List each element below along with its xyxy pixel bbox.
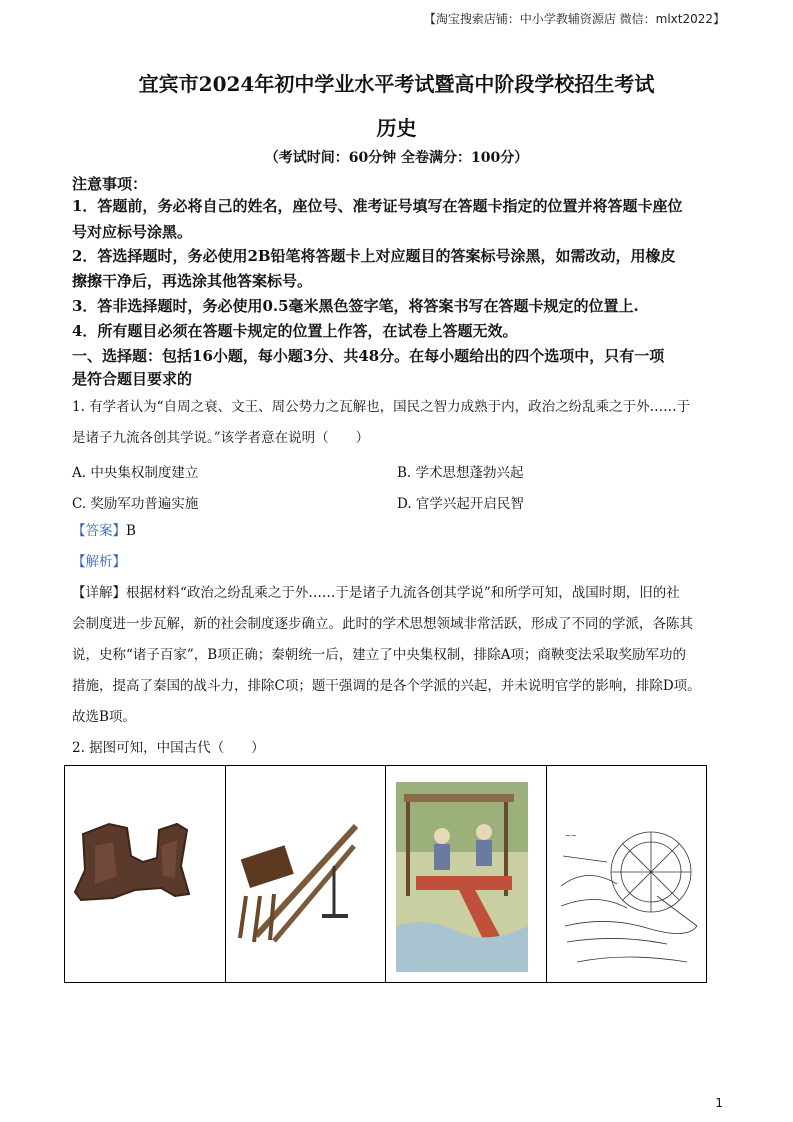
exam-title: 宜宾市2024年初中学业水平考试暨高中阶段学校招生考试: [138, 72, 655, 96]
option-d: D. 官学兴起开启民智: [397, 496, 524, 512]
detail-line: 故选B项。: [72, 709, 136, 725]
notice-line: 2．答选择题时，务必使用2B铅笔将答题卡上对应题目的答案标号涂黑，如需改动，用橡皮: [72, 247, 676, 265]
analysis-label: 【解析】: [72, 554, 126, 570]
exam-meta: （考试时间：60分钟 全卷满分：100分）: [264, 150, 529, 166]
page-number: 1: [715, 1096, 723, 1110]
seed-drill-image: [226, 766, 379, 982]
answer-label: 【答案】: [72, 523, 126, 539]
image-table: [64, 765, 707, 983]
detail-line: 会制度进一步瓦解，新的社会制度逐步确立。此时的学术思想领域非常活跃，形成了不同的学派，各陈其: [72, 616, 693, 632]
question-2-stem: 2. 据图可知，中国古代（ ）: [72, 740, 265, 756]
notice-line: 1．答题前，务必将自己的姓名，座位号、准考证号填写在答题卡指定的位置并将答题卡座位: [72, 197, 683, 215]
image-cell-4: [547, 766, 707, 982]
detail-line: [72, 578, 732, 609]
svg-text:~~: ~~: [564, 832, 577, 840]
notice-line: 号对应标号涂黑。: [72, 223, 193, 241]
detail-text: 根据材料“政治之纷乱乘之于外……于是诸子九流各创其学说”和所学可知，战国时期，旧的社: [126, 585, 680, 601]
section-heading: 一、选择题：包括16小题，每小题3分、共48分。在每小题给出的四个选项中，只有一项: [72, 347, 665, 365]
detail-line: 说，史称“诸子百家”，B项正确；秦朝统一后，建立了中央集权制，排除A项；商鞅变法采取奖励军功的: [72, 647, 686, 663]
iron-plow-image: [65, 766, 218, 982]
answer-value: B: [126, 523, 136, 539]
notice-line: 3．答非选择题时，务必使用0.5毫米黑色签字笔，将答案书写在答题卡规定的位置上.: [72, 297, 639, 315]
image-cell-2: [226, 766, 387, 982]
section-heading: 是符合题目要求的: [72, 370, 193, 388]
answer-line: [72, 516, 732, 547]
question-1-stem: 是诸子九流各创其学说。”该学者意在说明（ ）: [72, 430, 370, 446]
option-a: A. 中央集权制度建立: [72, 465, 199, 481]
option-b: B. 学术思想蓬勃兴起: [397, 465, 524, 481]
dragon-bone-waterwheel-image: [386, 766, 539, 982]
image-cell-3: [386, 766, 547, 982]
exam-subject: 历史: [376, 116, 417, 140]
header-note: 【淘宝搜索店铺：中小学教辅资源店 微信：mlxt2022】: [423, 12, 725, 26]
question-1-stem: 1. 有学者认为“自周之衰、文王、周公势力之瓦解也，国民之智力成熟于内，政治之纷乱乘之于外……于: [72, 399, 691, 415]
line-drawing-waterwheel-image: [547, 766, 700, 982]
option-c: C. 奖励军功普遍实施: [72, 496, 199, 512]
notice-line: 擦擦干净后，再选涂其他答案标号。: [72, 272, 313, 290]
detail-label: 【详解】: [72, 585, 126, 601]
notice-heading: 注意事项：: [72, 175, 148, 193]
notice-line: 4．所有题目必须在答题卡规定的位置上作答，在试卷上答题无效。: [72, 322, 518, 340]
image-cell-1: [65, 766, 226, 982]
detail-line: 措施，提高了秦国的战斗力，排除C项；题干强调的是各个学派的兴起，并未说明官学的影响，排除D项。: [72, 678, 701, 694]
